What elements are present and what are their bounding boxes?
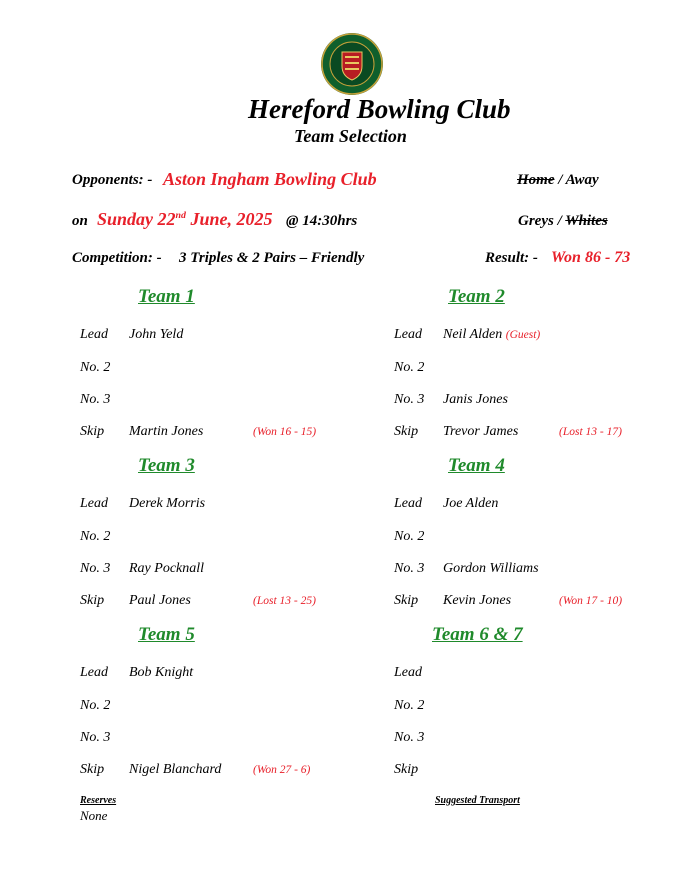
team-5-no3-label: No. 3: [80, 730, 111, 745]
team-2-title: Team 2: [448, 286, 505, 307]
club-name: Hereford Bowling Club: [248, 94, 511, 124]
team-3-title: Team 3: [138, 455, 195, 476]
team-2-skip-label: Skip: [394, 424, 419, 439]
team-3-lead: Derek Morris: [129, 496, 206, 511]
team-1-skip-label: Skip: [80, 424, 105, 439]
team-3-no3: Ray Pocknall: [129, 561, 205, 576]
match-time: @ 14:30hrs: [286, 213, 358, 229]
team-2-guest-tag: (Guest): [505, 329, 541, 341]
team-2-no2-label: No. 2: [394, 360, 425, 375]
kit-colour: [518, 213, 608, 230]
on-label: on: [72, 213, 88, 229]
team-4-result: (Won 17 - 10): [559, 595, 623, 607]
home-away: [517, 172, 599, 189]
page-subtitle: Team Selection: [294, 126, 407, 146]
team-1-lead-label: Lead: [80, 327, 108, 342]
team-4-title: Team 4: [448, 455, 505, 476]
team-3-lead-label: Lead: [80, 496, 108, 511]
team-6-7-no2-label: No. 2: [394, 698, 425, 713]
team-4-lead-label: Lead: [394, 496, 422, 511]
team-6-7-title: Team 6 & 7: [432, 624, 523, 645]
team-2-no3-label: No. 3: [394, 392, 425, 407]
team-5-skip: Nigel Blanchard: [129, 762, 222, 777]
opponents-label: Opponents: -: [72, 172, 153, 188]
team-1-title: Team 1: [138, 286, 195, 307]
club-crest-icon: [320, 32, 384, 96]
competition-value: 3 Triples & 2 Pairs – Friendly: [179, 250, 365, 266]
team-1-no3-label: No. 3: [80, 392, 111, 407]
reserves-label: Reserves: [80, 795, 117, 806]
team-4-skip-label: Skip: [394, 593, 419, 608]
match-date: [97, 209, 272, 230]
reserves-value: None: [80, 808, 108, 823]
team-6-7-lead-label: Lead: [394, 665, 422, 680]
team-5-title: Team 5: [138, 624, 195, 645]
team-3-no2-label: No. 2: [80, 529, 111, 544]
team-5-lead: Bob Knight: [129, 665, 194, 680]
team-6-7-skip-label: Skip: [394, 762, 419, 777]
team-6-7-no3-label: No. 3: [394, 730, 425, 745]
date-suffix: nd: [175, 210, 186, 221]
team-2-no3: Janis Jones: [443, 392, 508, 407]
team-3-skip-label: Skip: [80, 593, 105, 608]
team-4-no3-label: No. 3: [394, 561, 425, 576]
team-1-no2-label: No. 2: [80, 360, 111, 375]
team-5-no2-label: No. 2: [80, 698, 111, 713]
team-2-skip: Trevor James: [443, 424, 519, 439]
overall-result: Won 86 - 73: [551, 249, 631, 266]
transport-label: Suggested Transport: [435, 795, 520, 806]
team-3-skip: Paul Jones: [129, 593, 191, 608]
away-label: / Away: [558, 172, 599, 188]
team-2-lead: [443, 327, 540, 343]
team-4-lead: Joe Alden: [443, 496, 499, 511]
team-2-lead-label: Lead: [394, 327, 422, 342]
whites-label: Whites: [565, 213, 608, 229]
team-4-no2-label: No. 2: [394, 529, 425, 544]
date-day: Sunday 22: [97, 209, 176, 229]
team-2-lead-name: Neil Alden: [443, 327, 503, 342]
team-5-lead-label: Lead: [80, 665, 108, 680]
club-logo: [320, 32, 384, 96]
team-5-skip-label: Skip: [80, 762, 105, 777]
team-1-lead: John Yeld: [129, 327, 184, 342]
result-label: Result: -: [485, 250, 538, 266]
team-3-result: (Lost 13 - 25): [253, 595, 316, 607]
opponents-name: Aston Ingham Bowling Club: [163, 169, 377, 189]
team-4-no3: Gordon Williams: [443, 561, 539, 576]
team-4-skip: Kevin Jones: [443, 593, 512, 608]
team-2-result: (Lost 13 - 17): [559, 426, 622, 438]
team-3-no3-label: No. 3: [80, 561, 111, 576]
team-1-result: (Won 16 - 15): [253, 426, 317, 438]
greys-label: Greys /: [518, 213, 562, 229]
team-1-skip: Martin Jones: [129, 424, 204, 439]
home-label: Home: [517, 172, 555, 188]
competition-label: Competition: -: [72, 250, 162, 266]
team-5-result: (Won 27 - 6): [253, 764, 311, 776]
date-rest: June, 2025: [190, 209, 273, 229]
